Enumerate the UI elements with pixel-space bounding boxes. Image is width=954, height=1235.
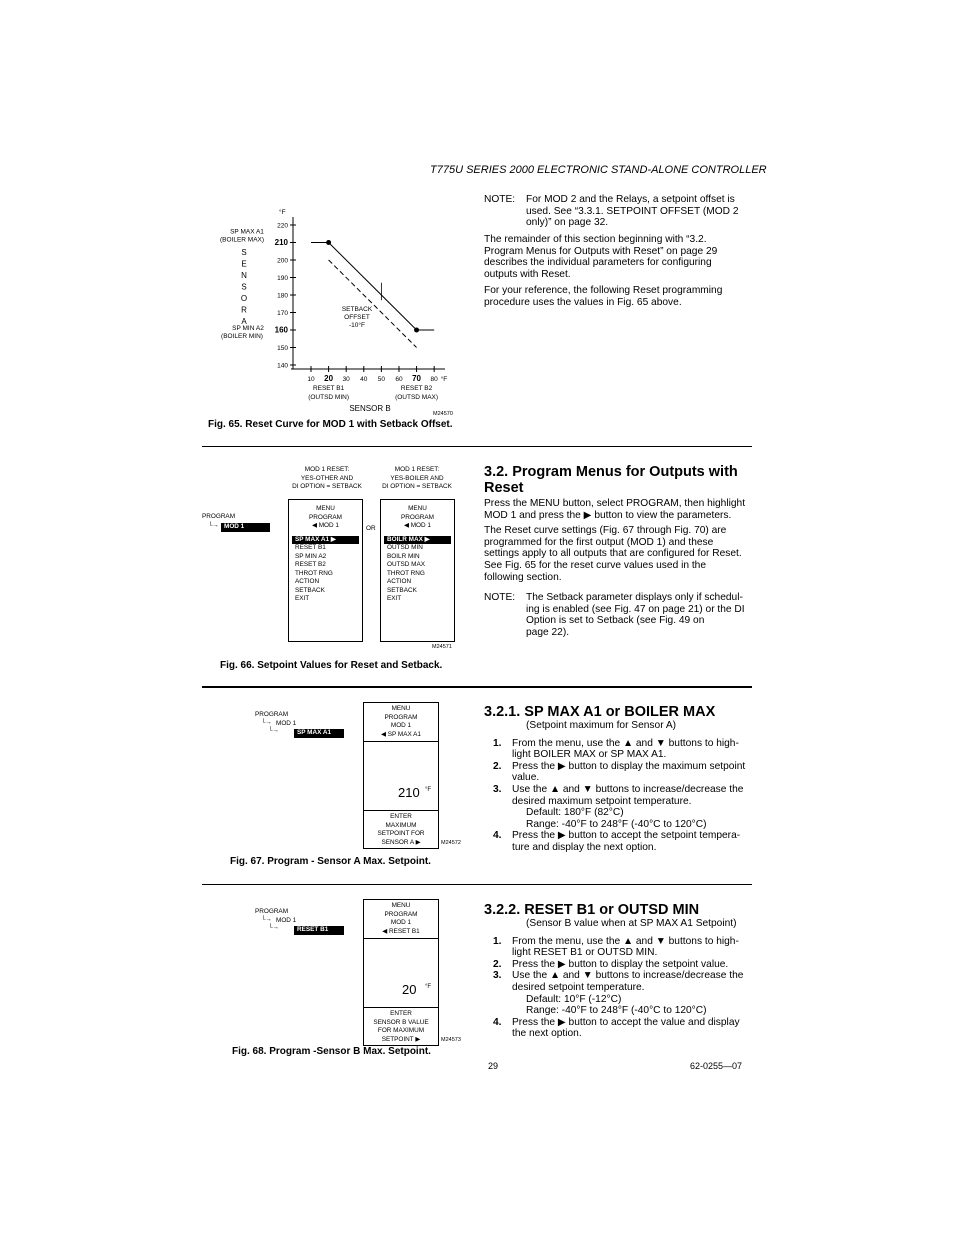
setback-label: -10°F: [349, 321, 365, 329]
step-list: [484, 738, 759, 854]
divider: [202, 884, 752, 885]
reset-curve: [311, 243, 434, 331]
page-header: T775U SERIES 2000 ELECTRONIC STAND-ALONE CONTROLLER: [430, 164, 767, 176]
step-item: 3. Use the ▲ and ▼ buttons to increase/decrease the desired maximum setpoint temperature. Default: 180°F (82°C) Range: -40°F to 248°F (-40°C to 120°C): [484, 784, 759, 830]
y-tick-label: 150: [277, 345, 288, 352]
sensor-a-letter: S: [241, 282, 247, 292]
step-item: 2. Press the ▶ button to display the setpoint value.: [493, 958, 729, 970]
left-menu-list: RESET B1 SP MIN A2 RESET B2 THROT RNG ACTION SETBACK EXIT: [295, 544, 333, 602]
divider: [202, 686, 752, 688]
doc-number: 62-0255—07: [690, 1061, 743, 1071]
note-line: used. See “3.3.1. SETPOINT OFFSET (MOD 2: [526, 205, 739, 217]
setpoint-value: 210: [398, 785, 420, 800]
fig65-chart: [205, 205, 465, 420]
paragraph: The Reset curve settings (Fig. 67 through Fig. 70) are programmed for the first output (MOD 1) and these settings apply to all outputs that are configured for Reset. See Fig. 65 for the reset curve values used in the following section.: [484, 525, 742, 583]
reset-b1-label: RESET B1: [312, 385, 345, 392]
unit-label: °F: [425, 787, 432, 793]
step-item: 4. Press the ▶ button to accept the setpoint tempera- ture and display the next option.: [493, 830, 741, 853]
range-value: Range: -40°F to 248°F (-40°C to 120°C): [526, 818, 707, 830]
fig66-caption: Fig. 66. Setpoint Values for Reset and Setback.: [220, 660, 443, 671]
figure-code: M24573: [441, 1037, 461, 1043]
step-item: 1. From the menu, use the ▲ and ▼ buttons to high- light RESET B1 or OUTSD MIN.: [493, 935, 739, 959]
tree-connector: └→: [208, 522, 219, 529]
fig65-caption: Fig. 65. Reset Curve for MOD 1 with Setback Offset.: [208, 419, 453, 430]
paragraph: Press the MENU button, select PROGRAM, then highlight MOD 1 and press the ▶ button to view the parameters.: [484, 498, 746, 521]
section-heading: 3.2.1. SP MAX A1 or BOILER MAX: [484, 704, 716, 720]
x-tick-label: 70: [412, 374, 422, 383]
fig67-diagram: [253, 700, 461, 850]
sensor-a-letter: N: [241, 271, 247, 280]
reset-b2-sublabel: (OUTSD MAX): [395, 394, 439, 401]
x-tick-label: 10: [307, 376, 315, 383]
x-tick-label: 30: [342, 376, 350, 383]
note-line: For MOD 2 and the Relays, a setpoint offset is: [526, 194, 735, 205]
page-number: 29: [488, 1061, 499, 1071]
left-menu-highlight: SP MAX A1 ▶: [292, 536, 359, 545]
sp-min-sublabel: (BOILER MIN): [221, 333, 263, 340]
reset-b2-label: RESET B2: [400, 385, 433, 392]
sensor-a-letter: A: [241, 317, 247, 326]
tree-connector: └→: [261, 924, 280, 931]
sp-max-highlight: SP MAX A1: [294, 729, 344, 738]
figure-code: M24571: [432, 644, 452, 650]
x-tick-label: 50: [377, 376, 385, 383]
fig68-diagram: [253, 897, 461, 1047]
fig68-caption: Fig. 68. Program -Sensor B Max. Setpoint.: [232, 1046, 431, 1057]
reset-b1-sublabel: (OUTSD MIN): [308, 394, 350, 401]
step-list: [484, 936, 759, 1040]
right-menu-highlight: BOILR MAX ▶: [384, 536, 451, 545]
note-label: NOTE:: [484, 194, 516, 205]
y-tick-label: 200: [277, 257, 288, 265]
fig66-left-title: MOD 1 RESET: YES-OTHER AND DI OPTION = SETBACK: [292, 466, 362, 490]
section-heading: 3.2. Program Menus for Outputs with Reset: [484, 464, 738, 496]
or-label: OR: [366, 525, 376, 532]
x-axis-title: SENSOR B: [349, 404, 391, 413]
divider: [202, 446, 752, 447]
figure-code: M24570: [433, 411, 453, 417]
section-3-2-2: [484, 902, 759, 1040]
sensor-a-letter: E: [241, 259, 247, 269]
note-setback: NOTE: The Setback parameter displays only if schedul- ing is enabled (see Fig. 47 on page 21) or the DI Option is set to Setback (see Fig. 49 on page 22).: [484, 592, 745, 638]
setback-curve: [329, 260, 417, 348]
sensor-a-letter: O: [240, 294, 248, 303]
note-mod2: [484, 194, 759, 234]
program-label: PROGRAM: [255, 711, 289, 718]
y-tick-label: 170: [277, 310, 288, 317]
left-menu-screen: MENU PROGRAM ◀ MOD 1 SP MAX A1 ▶ RESET B1 SP MIN A2 RESET B2 THROT RNG ACTION SETBACK EXIT: [288, 499, 363, 642]
y-tick-label: 180: [277, 292, 288, 300]
step-item: 4. Press the ▶ button to accept the value and display the next option.: [493, 1016, 740, 1040]
y-tick-label: 220: [277, 222, 288, 230]
x-tick-label: 40: [360, 376, 368, 383]
program-label: PROGRAM: [202, 513, 236, 520]
range-value: Range: -40°F to 248°F (-40°C to 120°C): [526, 1005, 707, 1017]
right-menu-screen: MENU PROGRAM ◀ MOD 1 BOILR MAX ▶ OUTSD MIN BOILR MIN OUTSD MAX THROT RNG ACTION SETBACK EXIT: [380, 499, 455, 642]
fig66-diagram: [200, 466, 480, 656]
default-value: Default: 10°F (-12°C): [526, 993, 622, 1005]
y-tick-label: 140: [277, 362, 288, 370]
note-line: only)” on page 32.: [526, 217, 609, 229]
section-3-2: [484, 464, 759, 640]
mod1-highlight: MOD 1: [221, 523, 270, 532]
sp-min-point: [414, 328, 419, 333]
figure-code: M24572: [441, 840, 461, 846]
mod1-label: MOD 1: [276, 917, 297, 924]
section-subtitle: (Sensor B value when at SP MAX A1 Setpoint): [526, 918, 737, 929]
x-tick-label: 80: [430, 376, 438, 383]
step-item: 2. Press the ▶ button to display the maximum setpoint value.: [493, 760, 746, 784]
screen-footer: ENTER SENSOR B VALUE FOR MAXIMUM SETPOINT ▶: [373, 1010, 429, 1043]
setback-label: SETBACK: [341, 305, 373, 313]
y-unit-label: °F: [279, 209, 286, 216]
y-tick-label: 190: [277, 275, 288, 282]
setback-label: OFFSET: [344, 313, 370, 321]
x-tick-label: °F: [440, 376, 448, 383]
menu-screen: MENU PROGRAM MOD 1 ◀ SP MAX A1 210 °F ENTER MAXIMUM SETPOINT FOR SENSOR A ▶: [363, 702, 439, 849]
sp-max-label: SP MAX A1: [230, 228, 264, 236]
x-tick-label: 20: [324, 374, 334, 383]
screen-footer: ENTER MAXIMUM SETPOINT FOR SENSOR A ▶: [377, 813, 425, 846]
sp-min-label: SP MIN A2: [232, 325, 264, 332]
program-label: PROGRAM: [255, 908, 289, 915]
fig66-right-title: MOD 1 RESET: YES-BOILER AND DI OPTION = SETBACK: [382, 466, 452, 490]
tree-connector: └→: [261, 727, 280, 734]
paragraph-reference: For your reference, the following Reset programming procedure uses the values in Fig. 65 above.: [484, 285, 723, 308]
setpoint-value: 20: [402, 982, 417, 997]
paragraph-remainder: The remainder of this section beginning with “3.2. Program Menus for Outputs with Reset” on page 29 describes the individual parameters for configuring outputs with Reset.: [484, 234, 718, 280]
tree-connector: └→: [261, 916, 272, 923]
reset-curve-plot: [205, 205, 465, 420]
menu-screen: MENU PROGRAM MOD 1 ◀ RESET B1 20 °F ENTER SENSOR B VALUE FOR MAXIMUM SETPOINT ▶: [363, 899, 439, 1046]
sensor-a-letter: S: [241, 248, 247, 257]
step-item: 1. From the menu, use the ▲ and ▼ buttons to high- light BOILER MAX or SP MAX A1.: [493, 737, 739, 761]
right-menu-list: OUTSD MIN BOILR MIN OUTSD MAX THROT RNG ACTION SETBACK EXIT: [387, 544, 425, 602]
step-item: 3. Use the ▲ and ▼ buttons to increase/decrease the desired setpoint temperature. Default: 10°F (-12°C) Range: -40°F to 248°F (-40°C to 120°C): [484, 970, 759, 1016]
section-3-2-1: [484, 704, 759, 854]
fig67-caption: Fig. 67. Program - Sensor A Max. Setpoint.: [230, 856, 431, 867]
mod1-label: MOD 1: [276, 720, 297, 727]
sp-max-sublabel: (BOILER MAX): [219, 236, 265, 244]
y-tick-label: 210: [274, 238, 288, 247]
x-tick-label: 60: [395, 376, 403, 383]
y-tick-label: 160: [274, 325, 288, 335]
reset-b1-highlight: RESET B1: [294, 926, 344, 935]
section-heading: 3.2.2. RESET B1 or OUTSD MIN: [484, 902, 700, 918]
sp-max-point: [326, 240, 331, 245]
unit-label: °F: [425, 984, 432, 990]
default-value: Default: 180°F (82°C): [526, 807, 624, 819]
sensor-a-letter: R: [241, 305, 247, 315]
tree-connector: └→: [261, 719, 272, 726]
section-subtitle: (Setpoint maximum for Sensor A): [526, 720, 677, 731]
